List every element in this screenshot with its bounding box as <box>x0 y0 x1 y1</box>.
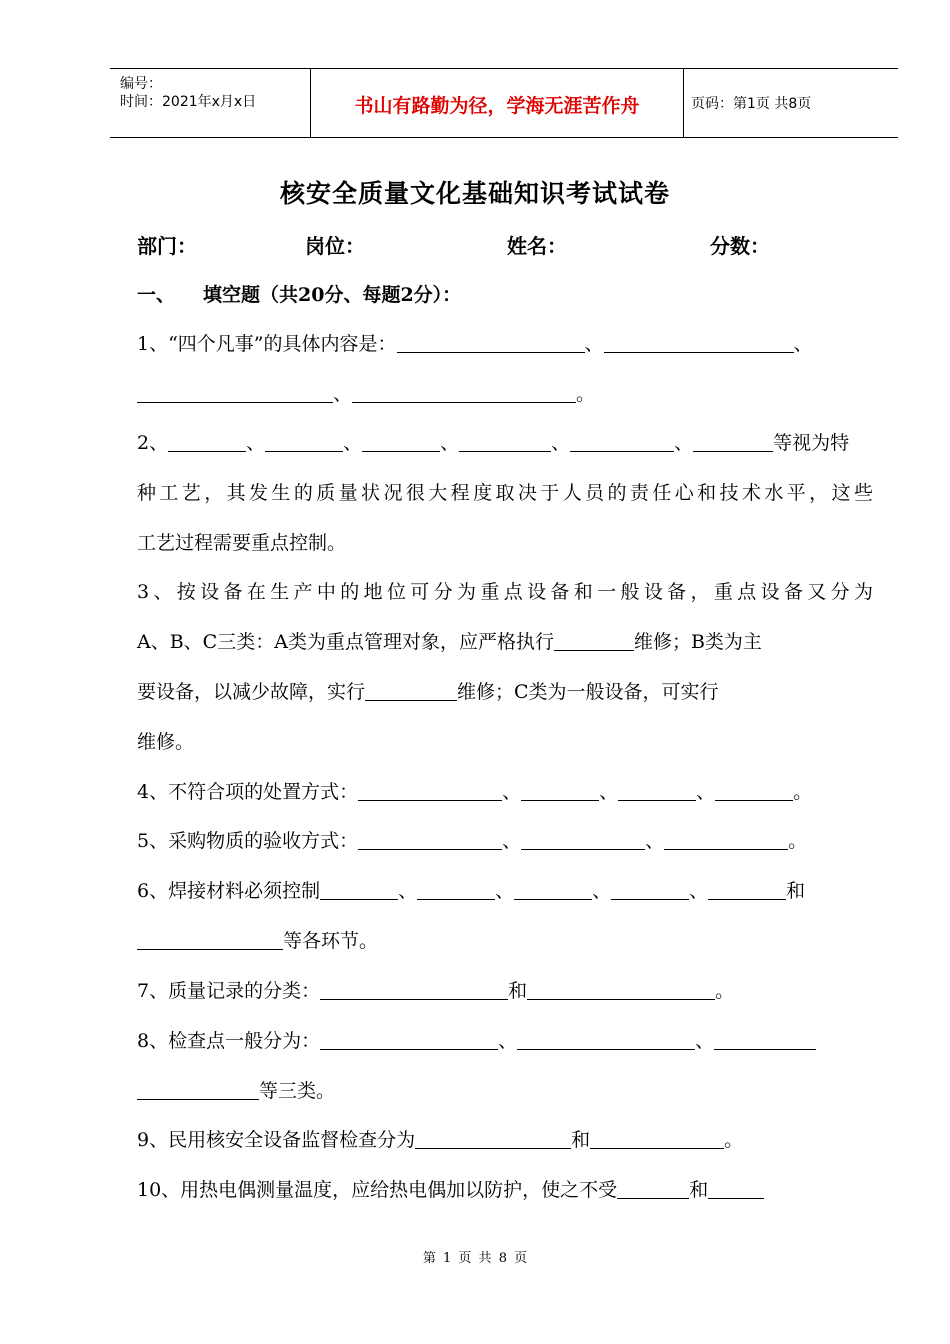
answer-blank[interactable] <box>352 380 576 403</box>
question-2-line-3: 工艺过程需要重点控制。 <box>137 532 347 554</box>
answer-blank[interactable] <box>708 1176 764 1199</box>
answer-blank[interactable] <box>358 827 502 850</box>
question-6 <box>137 877 805 905</box>
period: 。 <box>793 781 813 803</box>
separator: 、 <box>696 781 716 803</box>
question-text: 1、“四个凡事”的具体内容是： <box>137 333 397 355</box>
question-8 <box>137 1027 816 1055</box>
question-text: 8、检查点一般分为： <box>137 1030 321 1052</box>
question-text: 等各环节。 <box>283 930 379 952</box>
period: 。 <box>715 980 735 1002</box>
answer-blank[interactable] <box>415 1126 571 1149</box>
question-number: 2、 <box>137 432 169 454</box>
answer-blank[interactable] <box>362 429 440 452</box>
answer-blank[interactable] <box>570 429 674 452</box>
question-text: 等视为特 <box>773 432 850 454</box>
question-9 <box>137 1126 743 1154</box>
separator: 、 <box>599 781 619 803</box>
period: 。 <box>576 383 596 405</box>
period: 。 <box>724 1129 744 1151</box>
header-center-cell <box>310 69 684 137</box>
separator: 、 <box>343 432 363 454</box>
answer-blank[interactable] <box>611 877 689 900</box>
answer-blank[interactable] <box>397 330 585 353</box>
question-10 <box>137 1176 764 1204</box>
separator: 、 <box>502 830 522 852</box>
separator: 、 <box>333 383 353 405</box>
question-text: 10、用热电偶测量温度，应给热电偶加以防护，使之不受 <box>137 1179 618 1201</box>
question-3: 3、按设备在生产中的地位可分为重点设备和一般设备，重点设备又分为 <box>137 581 873 603</box>
period: 。 <box>788 830 808 852</box>
separator: 、 <box>645 830 665 852</box>
answer-blank[interactable] <box>517 1027 695 1050</box>
answer-blank[interactable] <box>137 927 283 950</box>
header-right-cell <box>683 69 898 137</box>
answer-blank[interactable] <box>137 1077 259 1100</box>
conjunction: 和 <box>786 880 806 902</box>
question-3-line-3 <box>137 678 719 706</box>
answer-blank[interactable] <box>521 827 645 850</box>
question-8-line-2 <box>137 1077 335 1105</box>
position-label: 岗位： <box>305 234 365 258</box>
name-label: 姓名： <box>507 234 567 258</box>
conjunction: 和 <box>689 1179 709 1201</box>
question-3-line-4: 维修。 <box>137 731 195 753</box>
answer-blank[interactable] <box>358 778 502 801</box>
answer-blank[interactable] <box>714 1027 816 1050</box>
answer-blank[interactable] <box>618 778 696 801</box>
separator: 、 <box>689 880 709 902</box>
separator: 、 <box>674 432 694 454</box>
conjunction: 和 <box>571 1129 591 1151</box>
question-text: A、B、C三类：A类为重点管理对象，应严格执行 <box>137 631 554 653</box>
question-text: 5、采购物质的验收方式： <box>137 830 359 852</box>
separator: 、 <box>695 1030 715 1052</box>
answer-blank[interactable] <box>708 877 786 900</box>
department-label: 部门： <box>137 234 197 258</box>
answer-blank[interactable] <box>417 877 495 900</box>
answer-blank[interactable] <box>521 778 599 801</box>
header-left-cell <box>110 69 310 137</box>
answer-blank[interactable] <box>320 977 508 1000</box>
question-3-line-2 <box>137 628 762 656</box>
page-title: 核安全质量文化基础知识考试试卷 <box>279 179 670 208</box>
question-text: 4、不符合项的处置方式： <box>137 781 359 803</box>
question-text: 要设备，以减少故障，实行 <box>137 681 366 703</box>
question-text: 7、质量记录的分类： <box>137 980 321 1002</box>
separator: 、 <box>592 880 612 902</box>
separator: 、 <box>793 333 813 355</box>
section-title: 填空题（共20分、每题2分）： <box>203 284 462 306</box>
separator: 、 <box>498 1030 518 1052</box>
answer-blank[interactable] <box>715 778 793 801</box>
question-text: 维修；C类为一般设备，可实行 <box>457 681 719 703</box>
question-2 <box>137 429 849 457</box>
answer-blank[interactable] <box>320 877 398 900</box>
answer-blank[interactable] <box>527 977 715 1000</box>
page-info: 页码：第1页 共8页 <box>691 96 812 112</box>
answer-blank[interactable] <box>265 429 343 452</box>
time-label: 时间：2021年x月x日 <box>120 94 257 110</box>
question-text: 9、民用核安全设备监督检查分为 <box>137 1129 416 1151</box>
answer-blank[interactable] <box>514 877 592 900</box>
separator: 、 <box>502 781 522 803</box>
question-text: 6、焊接材料必须控制 <box>137 880 321 902</box>
answer-blank[interactable] <box>459 429 551 452</box>
answer-blank[interactable] <box>664 827 788 850</box>
answer-blank[interactable] <box>365 678 457 701</box>
question-1 <box>137 330 813 358</box>
separator: 、 <box>398 880 418 902</box>
question-text: 等三类。 <box>259 1080 336 1102</box>
separator: 、 <box>246 432 266 454</box>
section-number: 一、 <box>137 284 176 306</box>
answer-blank[interactable] <box>693 429 773 452</box>
answer-blank[interactable] <box>590 1126 724 1149</box>
question-4 <box>137 778 812 806</box>
score-label: 分数： <box>710 234 770 258</box>
serial-label: 编号： <box>120 76 162 92</box>
answer-blank[interactable] <box>137 380 333 403</box>
separator: 、 <box>440 432 460 454</box>
answer-blank[interactable] <box>617 1176 689 1199</box>
separator: 、 <box>551 432 571 454</box>
answer-blank[interactable] <box>554 628 634 651</box>
question-1-line-2 <box>137 380 595 408</box>
page-footer: 第 1 页 共 8 页 <box>422 1251 528 1266</box>
document-header <box>110 68 898 138</box>
separator: 、 <box>584 333 604 355</box>
answer-blank[interactable] <box>604 330 794 353</box>
conjunction: 和 <box>508 980 528 1002</box>
question-7 <box>137 977 734 1005</box>
motto-text: 书山有路勤为径，学海无涯苦作舟 <box>354 95 640 117</box>
question-5 <box>137 827 807 855</box>
question-text: 维修；B类为主 <box>633 631 762 653</box>
answer-blank[interactable] <box>320 1027 498 1050</box>
answer-blank[interactable] <box>168 429 246 452</box>
separator: 、 <box>495 880 515 902</box>
question-6-line-2 <box>137 927 378 955</box>
question-2-line-2: 种工艺，其发生的质量状况很大程度取决于人员的责任心和技术水平，这些 <box>137 482 873 504</box>
